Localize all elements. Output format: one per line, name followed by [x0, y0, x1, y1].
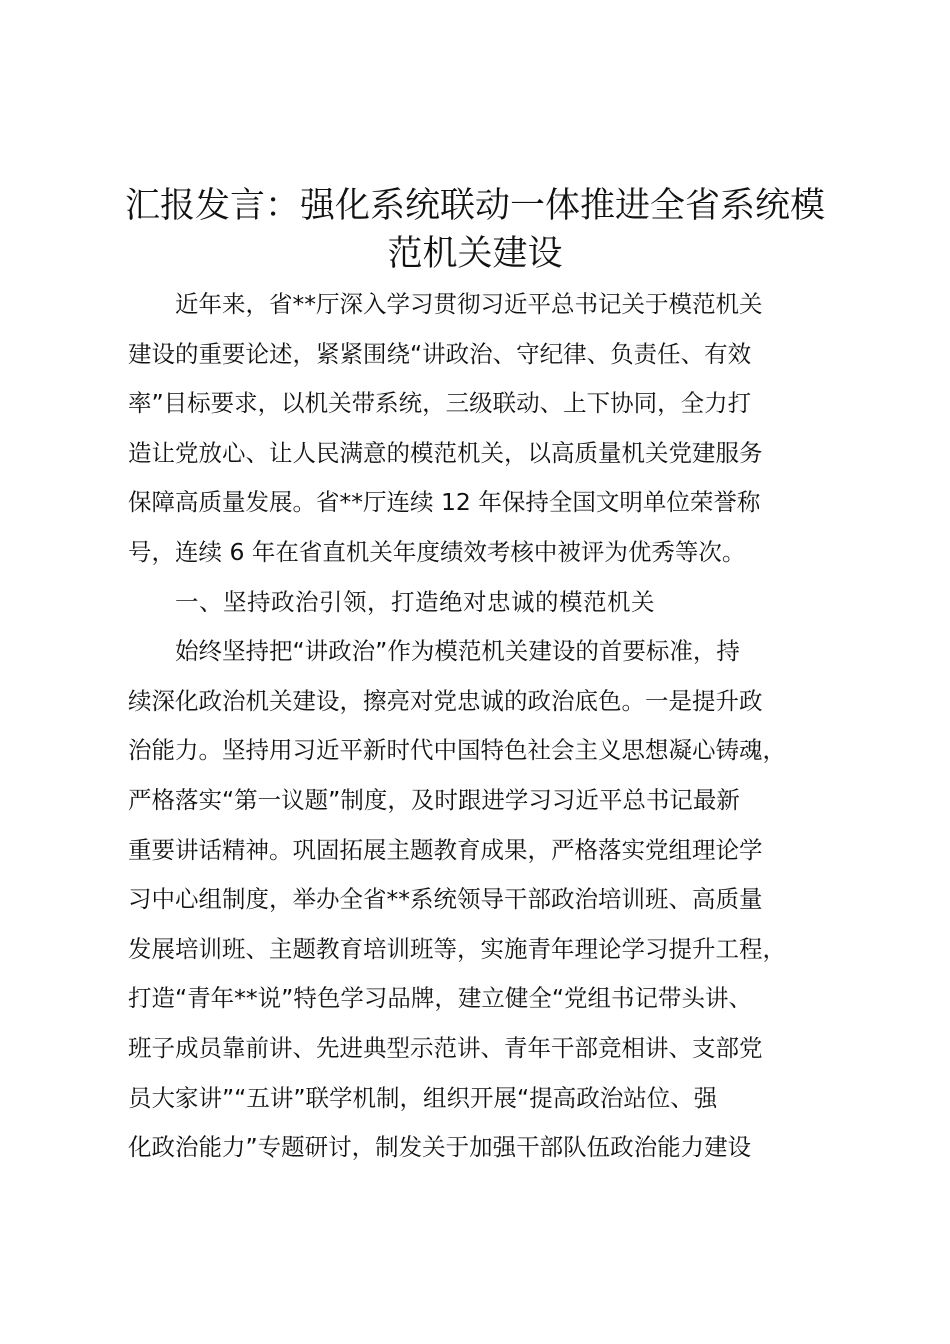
paragraph-line: 严格落实“第一议题”制度，及时跟进学习习近平总书记最新 — [128, 785, 740, 814]
paragraph-line: 始终坚持把“讲政治”作为模范机关建设的首要标准，持 — [175, 637, 740, 666]
paragraph-line: 号，连续 6 年在省直机关年度绩效考核中被评为优秀等次。 — [128, 537, 746, 566]
document-title — [100, 182, 850, 278]
paragraph-line: 班子成员靠前讲、先进典型示范讲、青年干部竞相讲、支部党 — [128, 1033, 763, 1062]
paragraph-line: 发展培训班、主题教育培训班等，实施青年理论学习提升工程， — [128, 934, 786, 963]
paragraph-line: 保障高质量发展。省**厅连续 12 年保持全国文明单位荣誉称 — [128, 488, 761, 517]
section-heading: 一、坚持政治引领，打造绝对忠诚的模范机关 — [175, 587, 655, 616]
paragraph-line: 重要讲话精神。巩固拓展主题教育成果，严格落实党组理论学 — [128, 835, 763, 864]
paragraph-political-leadership — [128, 627, 868, 1173]
paragraph-line: 造让党放心、让人民满意的模范机关，以高质量机关党建服务 — [128, 438, 763, 467]
paragraph-line: 治能力。坚持用习近平新时代中国特色社会主义思想凝心铸魂， — [128, 736, 786, 765]
paragraph-line: 打造“青年**说”特色学习品牌，建立健全“党组书记带头讲、 — [128, 984, 753, 1013]
paragraph-intro — [128, 280, 868, 578]
paragraph-line: 建设的重要论述，紧紧围绕“讲政治、守纪律、负责任、有效 — [128, 339, 752, 368]
paragraph-line: 习中心组制度，举办全省**系统领导干部政治培训班、高质量 — [128, 885, 763, 914]
title-line-2: 范机关建设 — [387, 234, 563, 274]
document-body — [128, 280, 868, 1173]
paragraph-line: 近年来，省**厅深入学习贯彻习近平总书记关于模范机关 — [175, 290, 763, 318]
title-line-1: 汇报发言：强化系统联动一体推进全省系统模 — [124, 186, 825, 226]
paragraph-line: 续深化政治机关建设，擦亮对党忠诚的政治底色。一是提升政 — [128, 686, 763, 715]
paragraph-line: 员大家讲”“五讲”联学机制，组织开展“提高政治站位、强 — [128, 1083, 718, 1112]
paragraph-line: 化政治能力”专题研讨，制发关于加强干部队伍政治能力建设 — [128, 1133, 752, 1162]
paragraph-line: 率”目标要求，以机关带系统，三级联动、上下协同，全力打 — [128, 389, 752, 418]
